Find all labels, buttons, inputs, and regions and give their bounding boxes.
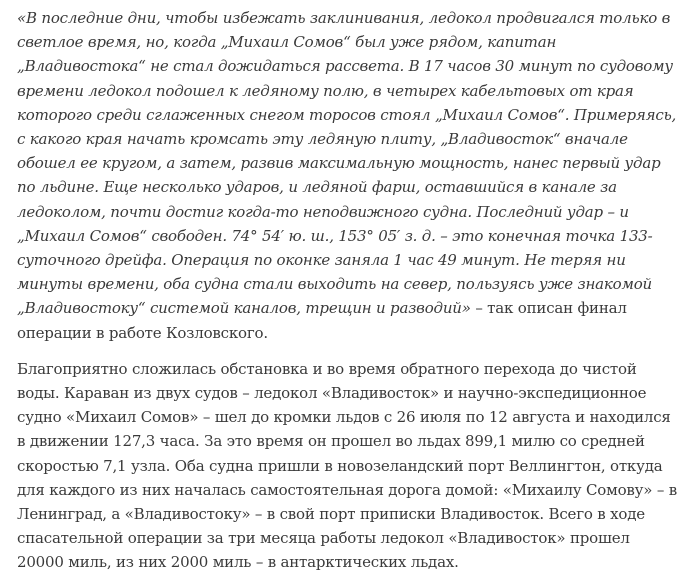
body-paragraph: Благоприятно сложилась обстановка и во время обратного перехода до чистой воды. Караван из двух судов – ледокол «Владивосток» и научно-экспедиционное судно «Михаил Сомов» – шел до кромки льдов с 26 июля по 12 августа и находился в движении 127,3 часа. За это время он прошел во льдах 899,1 милю со средней скоростью 7,1 узла. Оба судна пришли в новозеландский порт Веллингтон, откуда для каждого из них началась самостоятельная дорога домой: «Михаилу Сомову» – в Ленинград, а «Владивостоку» – в свой порт приписки Владивосток. Всего в ходе спасательной операции за три месяца работы ледокол «Владивосток» прошел 20000 миль, из них 2000 миль – в антарктических льдах.	[17, 359, 677, 572]
quote-paragraph	[17, 6, 681, 345]
quote-text: «В последние дни, чтобы избежать заклинивания, ледокол продвигался только в светлое время, но, когда „Михаил Сомов“ был уже рядом, капитан „Владивостока“ не стал дожидаться рассвета. В 17 часов 30 минут по судовому времени ледокол подошел к ледяному полю, в четырех кабельтовых от края которого среди сглаженных снегом торосов стоял „Михаил Сомов“. Примеряясь, с какого края начать кромсать эту ледяную плиту, „Владивосток“ вначале обошел ее кругом, а затем, развив максимальную мощность, нанес первый удар по льдине. Еще несколько ударов, и ледяной фарш, оставшийся в канале за ледоколом, почти достиг когда-то неподвижного судна. Последний удар – и „Михаил Сомов“ свободен. 74° 54′ ю. ш., 153° 05′ з. д. – это конечная точка 133-суточного дрейфа. Операция по оконке заняла 1 час 49 минут. Не теряя ни минуты времени, оба судна стали выходить на север, пользуясь уже знакомой „Владивостоку“ системой каналов, трещин и разводий»	[17, 9, 677, 318]
quote-attribution: – так описан финал операции в работе Козловского.	[17, 299, 627, 342]
article-body	[17, 6, 681, 575]
